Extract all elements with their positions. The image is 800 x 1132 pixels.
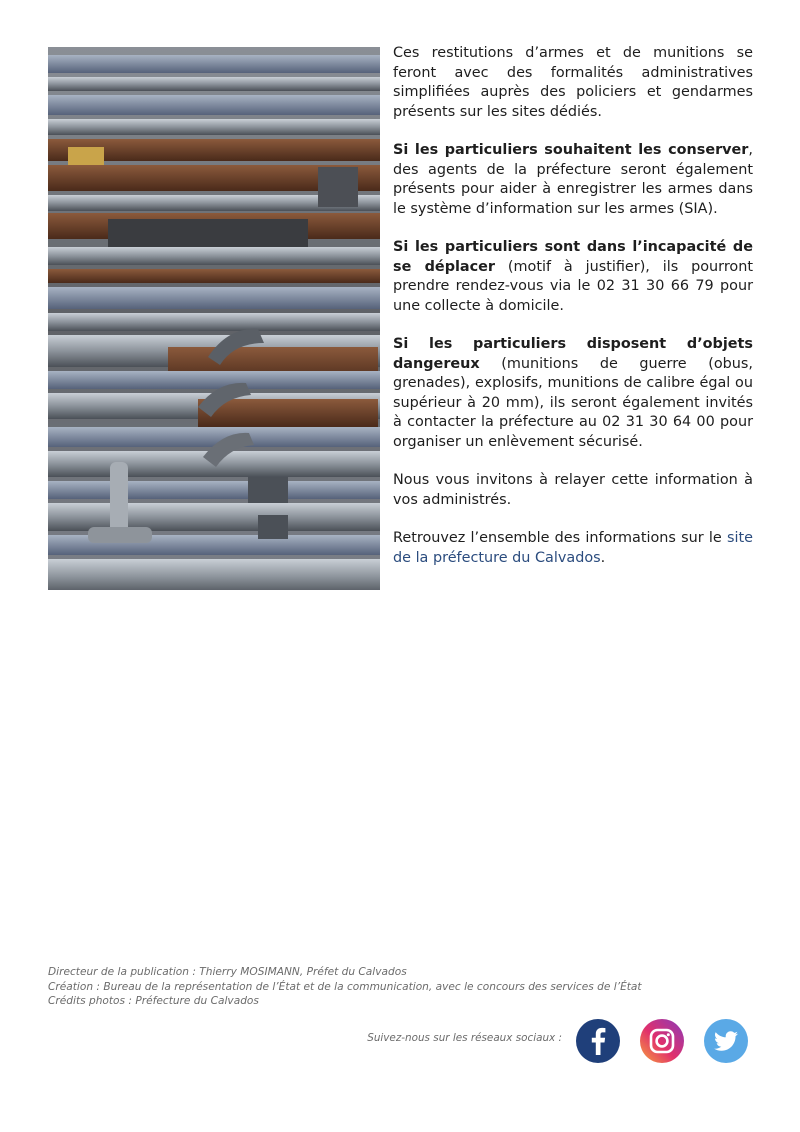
rifles-illustration [48, 47, 380, 590]
paragraph-dangereux-body: (munitions de guerre (obus, grenades), explosifs, munitions de calibre égal ou supérieur à 20 mm), ils seront également invités à contacter la préfecture au 02 31 30 64 00 pour organiser un enlèvement sécurisé. [393, 355, 753, 450]
credit-director: Directeur de la publication : Thierry MOSIMANN, Préfet du Calvados [48, 966, 407, 978]
paragraph-dangereux [393, 335, 753, 452]
paragraph-deplacer-lead: Si les particuliers sont dans l’incapacité de se déplacer [393, 239, 753, 275]
paragraph-conserver [393, 141, 753, 219]
paragraph-dangereux-lead: Si les particuliers disposent d’objets dangereux [393, 336, 753, 372]
facebook-icon[interactable] [575, 1018, 621, 1064]
paragraph-retrouvez [393, 529, 753, 568]
paragraph-conserver-lead: Si les particuliers souhaitent les conserver [393, 142, 749, 158]
paragraph-deplacer [393, 238, 753, 316]
paragraph-retrouvez-end: . [600, 549, 606, 566]
credit-creation: Création : Bureau de la représentation de l’État et de la communication, avec le concours des services de l’État [48, 980, 642, 993]
paragraph-restitutions: Ces restitutions d’armes et de munitions se feront avec des formalités administratives simplifiées auprès des policiers et gendarmes présents sur les sites dédiés. [393, 45, 753, 120]
article-text [393, 44, 753, 587]
paragraph-retrouvez-text: Retrouvez l’ensemble des informations sur le [393, 530, 727, 546]
social-label: Suivez-nous sur les réseaux sociaux : [367, 1032, 562, 1044]
instagram-icon[interactable] [639, 1018, 685, 1064]
paragraph-conserver-body: , des agents de la préfecture seront également présents pour aider à enregistrer les armes dans le système d’information sur les armes (SIA). [393, 142, 753, 217]
paragraph-deplacer-body: (motif à justifier), ils pourront prendre rendez-vous via le 02 31 30 66 79 pour une collecte à domicile. [393, 258, 754, 314]
credit-photos: Crédits photos : Préfecture du Calvados [48, 995, 259, 1007]
publication-credits [48, 965, 748, 1009]
rifles-photo [48, 47, 380, 590]
twitter-icon[interactable] [703, 1018, 749, 1064]
paragraph-relayer: Nous vous invitons à relayer cette information à vos administrés. [393, 472, 753, 508]
prefecture-site-link[interactable]: site de la préfecture du Calvados [393, 530, 753, 566]
